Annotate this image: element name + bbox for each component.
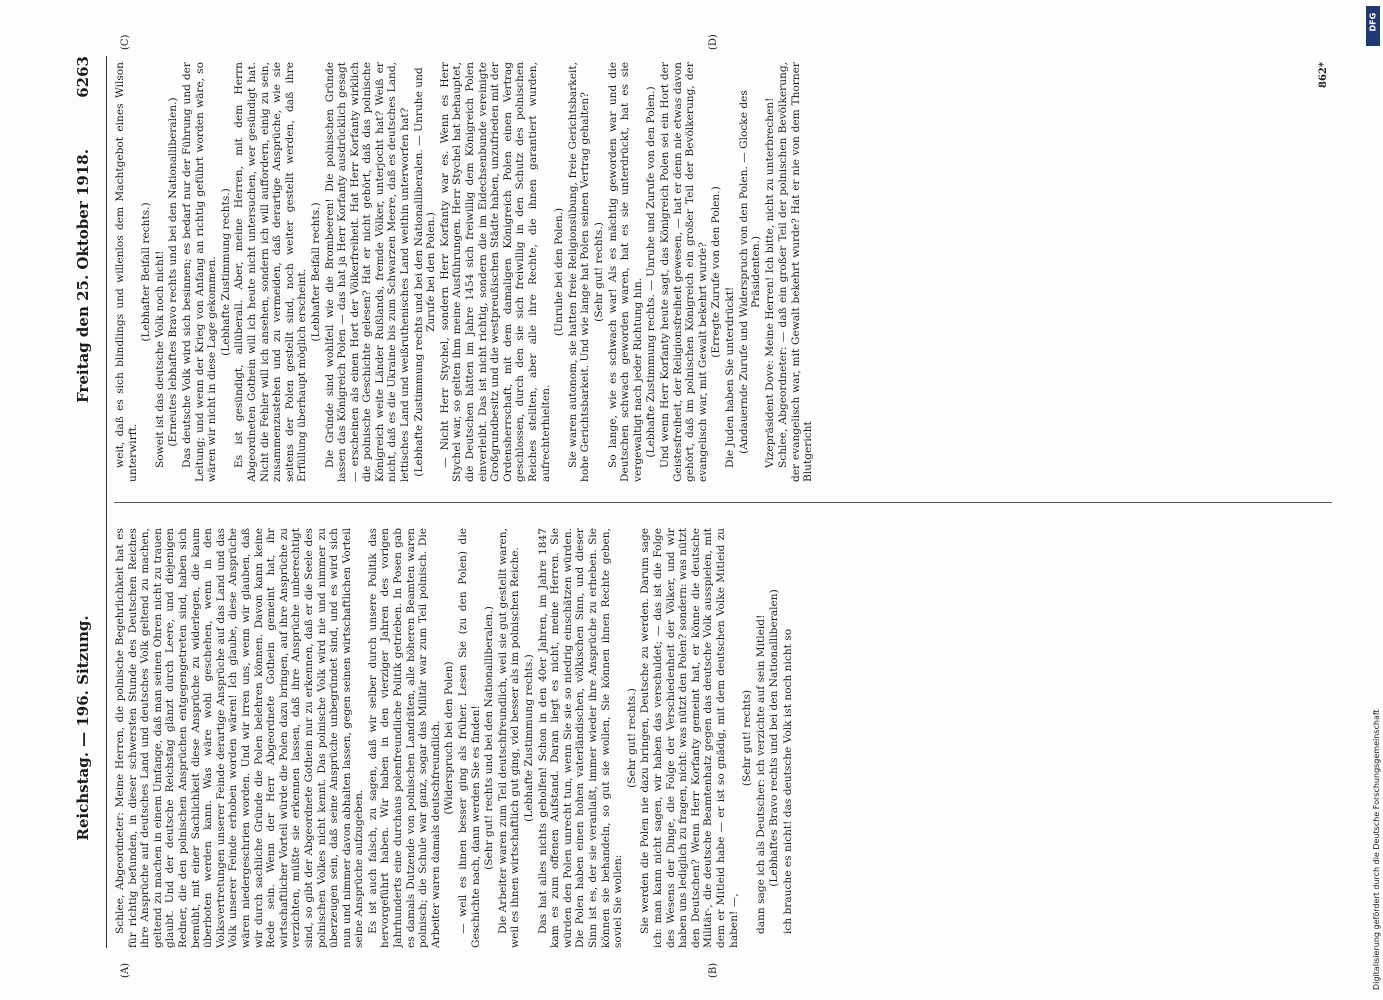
column-left — [114, 528, 1332, 948]
marker-b: (B) — [708, 962, 719, 978]
header-left: Reichstag. — 196. Sitzung. — [74, 615, 92, 841]
interjection: (Lebhafte Zustimmung rechts.) — [523, 654, 535, 822]
paragraph: Das hat alles nichts geholfen! Schon in den 40er Jahren, im Jahre 1847 kam es zum offenen Aufstand. Daran liegt es nicht, meine Herren. Sie würden den Polen unrecht tun, wenn Sie sie so niedrig einschätzen würden. Die Polen haben einen hohen vaterländischen, völkischen Sinn, und dieser Sinn ist es, der sie veranlaßt, immer wieder ihre Ansprüche zu erheben. Sie können sie behandeln, so gut sie wollen, Sie können ihnen Rechte geben, soviel Sie wollen: — [536, 528, 625, 948]
signature-mark: 862* — [1318, 61, 1329, 88]
marker-a: (A) — [120, 962, 131, 978]
paragraph: Das deutsche Volk wird sich besinnen; es bedarf nur der Führung und der Leitung; und wenn der Krieg von Anfang an richtig geführt worden wäre, so wären wir nicht in diese Lage gekommen. — [180, 62, 219, 482]
page-content — [68, 34, 1336, 978]
interjection: (Erneutes lebhaftes Bravo rechts und bei den Nationalliberalen.) — [167, 97, 180, 447]
interjection: (Sehr gut! rechts.) — [592, 222, 605, 322]
paragraph: dann sage ich als Deutscher: ich verzichte auf sein Mitleid! — [754, 614, 767, 934]
paragraph: Die Juden haben Sie unterdrückt! — [723, 286, 736, 468]
header-rule — [106, 56, 107, 948]
paragraph: — Nicht Herr Stychel, sondern Herr Korfanty war es. Wenn es Herr Stychel war, so gelten ihm meine Ausführungen. Herr Stychel hat behauptet, die Deutschen hätten im Jahre 1454 sich freiwillig dem Königreich Polen einverleibt. Das ist nicht richtig, sondern die im Eidechsenbunde vereinigte Großgrundbesitz und die westpreußischen Städte haben, unzufrieden mit der Ordensherrschaft, mit dem damaligen Königreich Polen einen Vertrag geschlossen, durch den sie sich freiwillig in den Schutz des polnischen Reiches stellten, aber alle ihre Rechte, die ihnen garantiert wurden, aufrechterhielten. — [438, 62, 552, 482]
interjection: (Lebhaftes Bravo rechts und bei den Nationalliberalen) — [768, 589, 781, 887]
paragraph: Es ist gesündigt, allüberall. Aber, meine Herren, mit dem Herrn Abgeordneten Gothein will ich heute nicht untersuchen, wer gesündigt hat. Nicht die Fehler will ich ansehen, sondern ich will auffordern, einig zu sein, zusammenzustehen und zu vermeiden, daß derartige Ansprüche, wie sie seitens der Polen gestellt sind, noch weiter gestellt werden, daß ihre Erfüllung überhaupt möglich erscheint. — [233, 62, 309, 482]
digitization-note: Digitalisierung gefördert durch die Deutsche Forschungsgemeinschaft — [1372, 709, 1381, 990]
paragraph: Die Gründe sind wohlfeil wie die Brombeeren! Die polnischen Gründe lassen das Königreich Polen — das hat ja Herr Korfanty ausdrücklich gesagt — erscheinen als einen Hort der Völkerfreiheit. Hat Herr Korfanty wirklich die polnische Geschichte gelesen? Hat er nicht gehört, daß das polnische Königreich weite Länder Rußlands, fremde Völker, unterjocht hat? Weiß er nicht, daß es die Ukraine bis zum Schwarzen Meere, daß es deutsches Land, lettisches Land und weißruthenisches Land weithin unterworfen hat? — [323, 62, 412, 482]
paragraph: So lange, wie es schwach war! Als es mächtig geworden war und die Deutschen schwach geworden waren, hat es sie unterdrückt, hat es sie vergewaltigt nach jeder Richtung hin. — [606, 62, 644, 482]
interjection: (Lebhafte Zustimmung rechts und bei den Nationalliberalen. — Unruhe und Zurufe bei den Polen.) — [412, 67, 438, 477]
column-right — [114, 62, 1332, 482]
interjection: (Sehr gut! rechts) — [741, 689, 754, 787]
column-separator — [114, 502, 1332, 503]
interjection: (Lebhafter Beifall rechts.) — [140, 202, 153, 342]
paragraph: Sie werden die Polen nie dazu bringen, Deutsche zu werden. Darum sage ich: man kann nicht sagen, wir haben das verschuldet; — das ist die Folge des Wesens der Dinge, die Folge der Verschiedenheit der Völker, und wir haben uns lediglich zu fragen, nicht: was nützt den Polen? sondern: was nützt den Deutschen? Wenn Herr Korfanty gemeint hat, er könne die deutsche Militär-, die deutsche Beamtenhatz gegen das deutsche Volk ausspielen, mit dem er Mitleid habe — er ist so gnädig, mit dem deutschen Volke Mitleid zu haben! —, — [639, 528, 740, 948]
paragraph: weit, daß es sich blindlings und willenlos dem Machtgebot eines Wilson unterwirft. — [114, 62, 139, 482]
paragraph: Schlee, Abgeordneter: — daß ein großer Teil der polnischen Bevölkerung, der evangelisch war, mit Gewalt bekehrt wurde? Hat er nie von dem Thorner Blutgericht — [777, 62, 815, 482]
paragraph: Und wenn Herr Korfanty heute sagt, das Königreich Polen sei ein Hort der Geistesfreiheit, der Religionsfreiheit gewesen, — hat er denn nie etwas davon gehört, daß im polnischen Königreich ein großer Teil der Bevölkerung, der evangelisch war, mit Gewalt bekehrt wurde? — [658, 62, 709, 482]
interjection: (Sehr gut! rechts und bei den Nationalliberalen.) — [483, 606, 496, 870]
running-header — [68, 56, 110, 948]
interjection: (Lebhafter Beifall rechts.) — [309, 202, 322, 342]
paragraph: — weil es ihnen besser ging als früher. Lesen Sie (zu den Polen) die Geschichte nach, dann werden Sie es finden! — [457, 528, 482, 948]
paragraph: Vizepräsident Dove: Meine Herren! Ich bitte, nicht zu unterbrechen! — [763, 97, 776, 468]
marker-d: (D) — [708, 34, 719, 50]
paragraph: Schlee, Abgeordneter: Meine Herren, die polnische Begehrlichkeit hat es für richtig befunden, in dieser schwersten Stunde des Deutschen Reiches ihre Ansprüche auf deutsches Land und deutsches Volk geltend zu machen, geltend zu machen in einem Umfange, daß man seinen Ohren nicht zu trauen glaubt. Und der deutsche Reichstag glänzt durch Leere, und diejenigen Redner, die den polnischen Ansprüchen entgegengetreten sind, haben sich bemüht, mit einer Sachlichkeit diese Ansprüche zu widerlegen, die kaum überboten werden kann. Was wäre wohl geschehen, wenn in den Volksvertretungen unserer Feinde derartige Ansprüche auf das Land und das Volk unserer Feinde erhoben worden wären! Ich glaube, diese Ansprüche wären niedergeschrien worden. Und wir irren uns, wenn wir glauben, daß wir durch sachliche Gründe die Polen belehren können. Davon kann keine Rede sein. Wenn der Herr Abgeordnete Gothein gemeint hat, ihr wirtschaftlicher Vorteil würde die Polen dazu bringen, auf ihre Ansprüche zu verzichten, müßte sie erkennen lassen, daß ihre Ansprüche unberechtigt sind, so gibt der Abgeordnete Gothein nur zu erkennen, daß er die Seele des polnischen Volkes nicht kennt. Das polnische Volk wird nie und nimmer zu überzeugen sein, daß seine Ansprüche unbegründet sind, und es wird sich nun und nimmer davon abhalten lassen, gegen seinen wirtschaftlichen Vorteil seine Ansprüche aufzugeben. — [114, 528, 366, 948]
interjection: (Widerspruch bei den Polen) — [443, 661, 456, 815]
paragraph: Sie waren autonom, sie hatten freie Religionsübung, freie Gerichtsbarkeit, hohe Gerichtsbarkeit. Und wie lange hat Polen seinen Vertrag gehalten? — [566, 62, 592, 482]
dfg-logo-text: DFG — [1368, 12, 1378, 32]
interjection: (Lebhafte Zustimmung rechts.) — [219, 188, 232, 356]
header-right: Freitag den 25. Oktober 1918. — [74, 149, 92, 403]
paragraph: Es ist auch falsch, zu sagen, daß wir selber durch unsere Politik das hervorgeführt haben. Wir haben in den vierziger Jahren des vorigen Jahrhunderts eine durchaus polenfreundliche Politik getrieben. In Posen gab es damals Dutzende von polnischen Landräten, alle höheren Beamten waren polnisch; die Schule war ganz, sogar das Militär war zum Teil polnisch. Die Arbeiter waren damals deutschfreundlich. — [366, 528, 442, 948]
paragraph: Soweit ist das deutsche Volk noch nicht! — [153, 250, 166, 468]
interjection: (Sehr gut! rechts.) — [625, 688, 638, 788]
interjection: (Andauernde Zurufe und Widerspruch von den Polen. — Glocke des Präsidenten.) — [737, 90, 763, 454]
paragraph: ich brauche es nicht! das deutsche Volk ist noch nicht so — [781, 628, 794, 934]
dfg-logo-icon — [1366, 6, 1380, 46]
interjection: (Erregte Zurufe von den Polen.) — [710, 186, 723, 358]
interjection: (Lebhafte Zustimmung rechts. — Unruhe und Zurufe von den Polen.) — [645, 86, 658, 458]
paragraph: Die Arbeiter waren zum Teil deutschfreundlich, weil sie gut gestellt waren, weil es ihnen wirtschaftlich gut ging, viel besser als im polnischen Reiche. — [496, 528, 522, 948]
marker-c: (C) — [120, 34, 131, 50]
page-number: 6263 — [74, 56, 92, 98]
interjection: (Unruhe bei den Polen.) — [553, 207, 566, 337]
